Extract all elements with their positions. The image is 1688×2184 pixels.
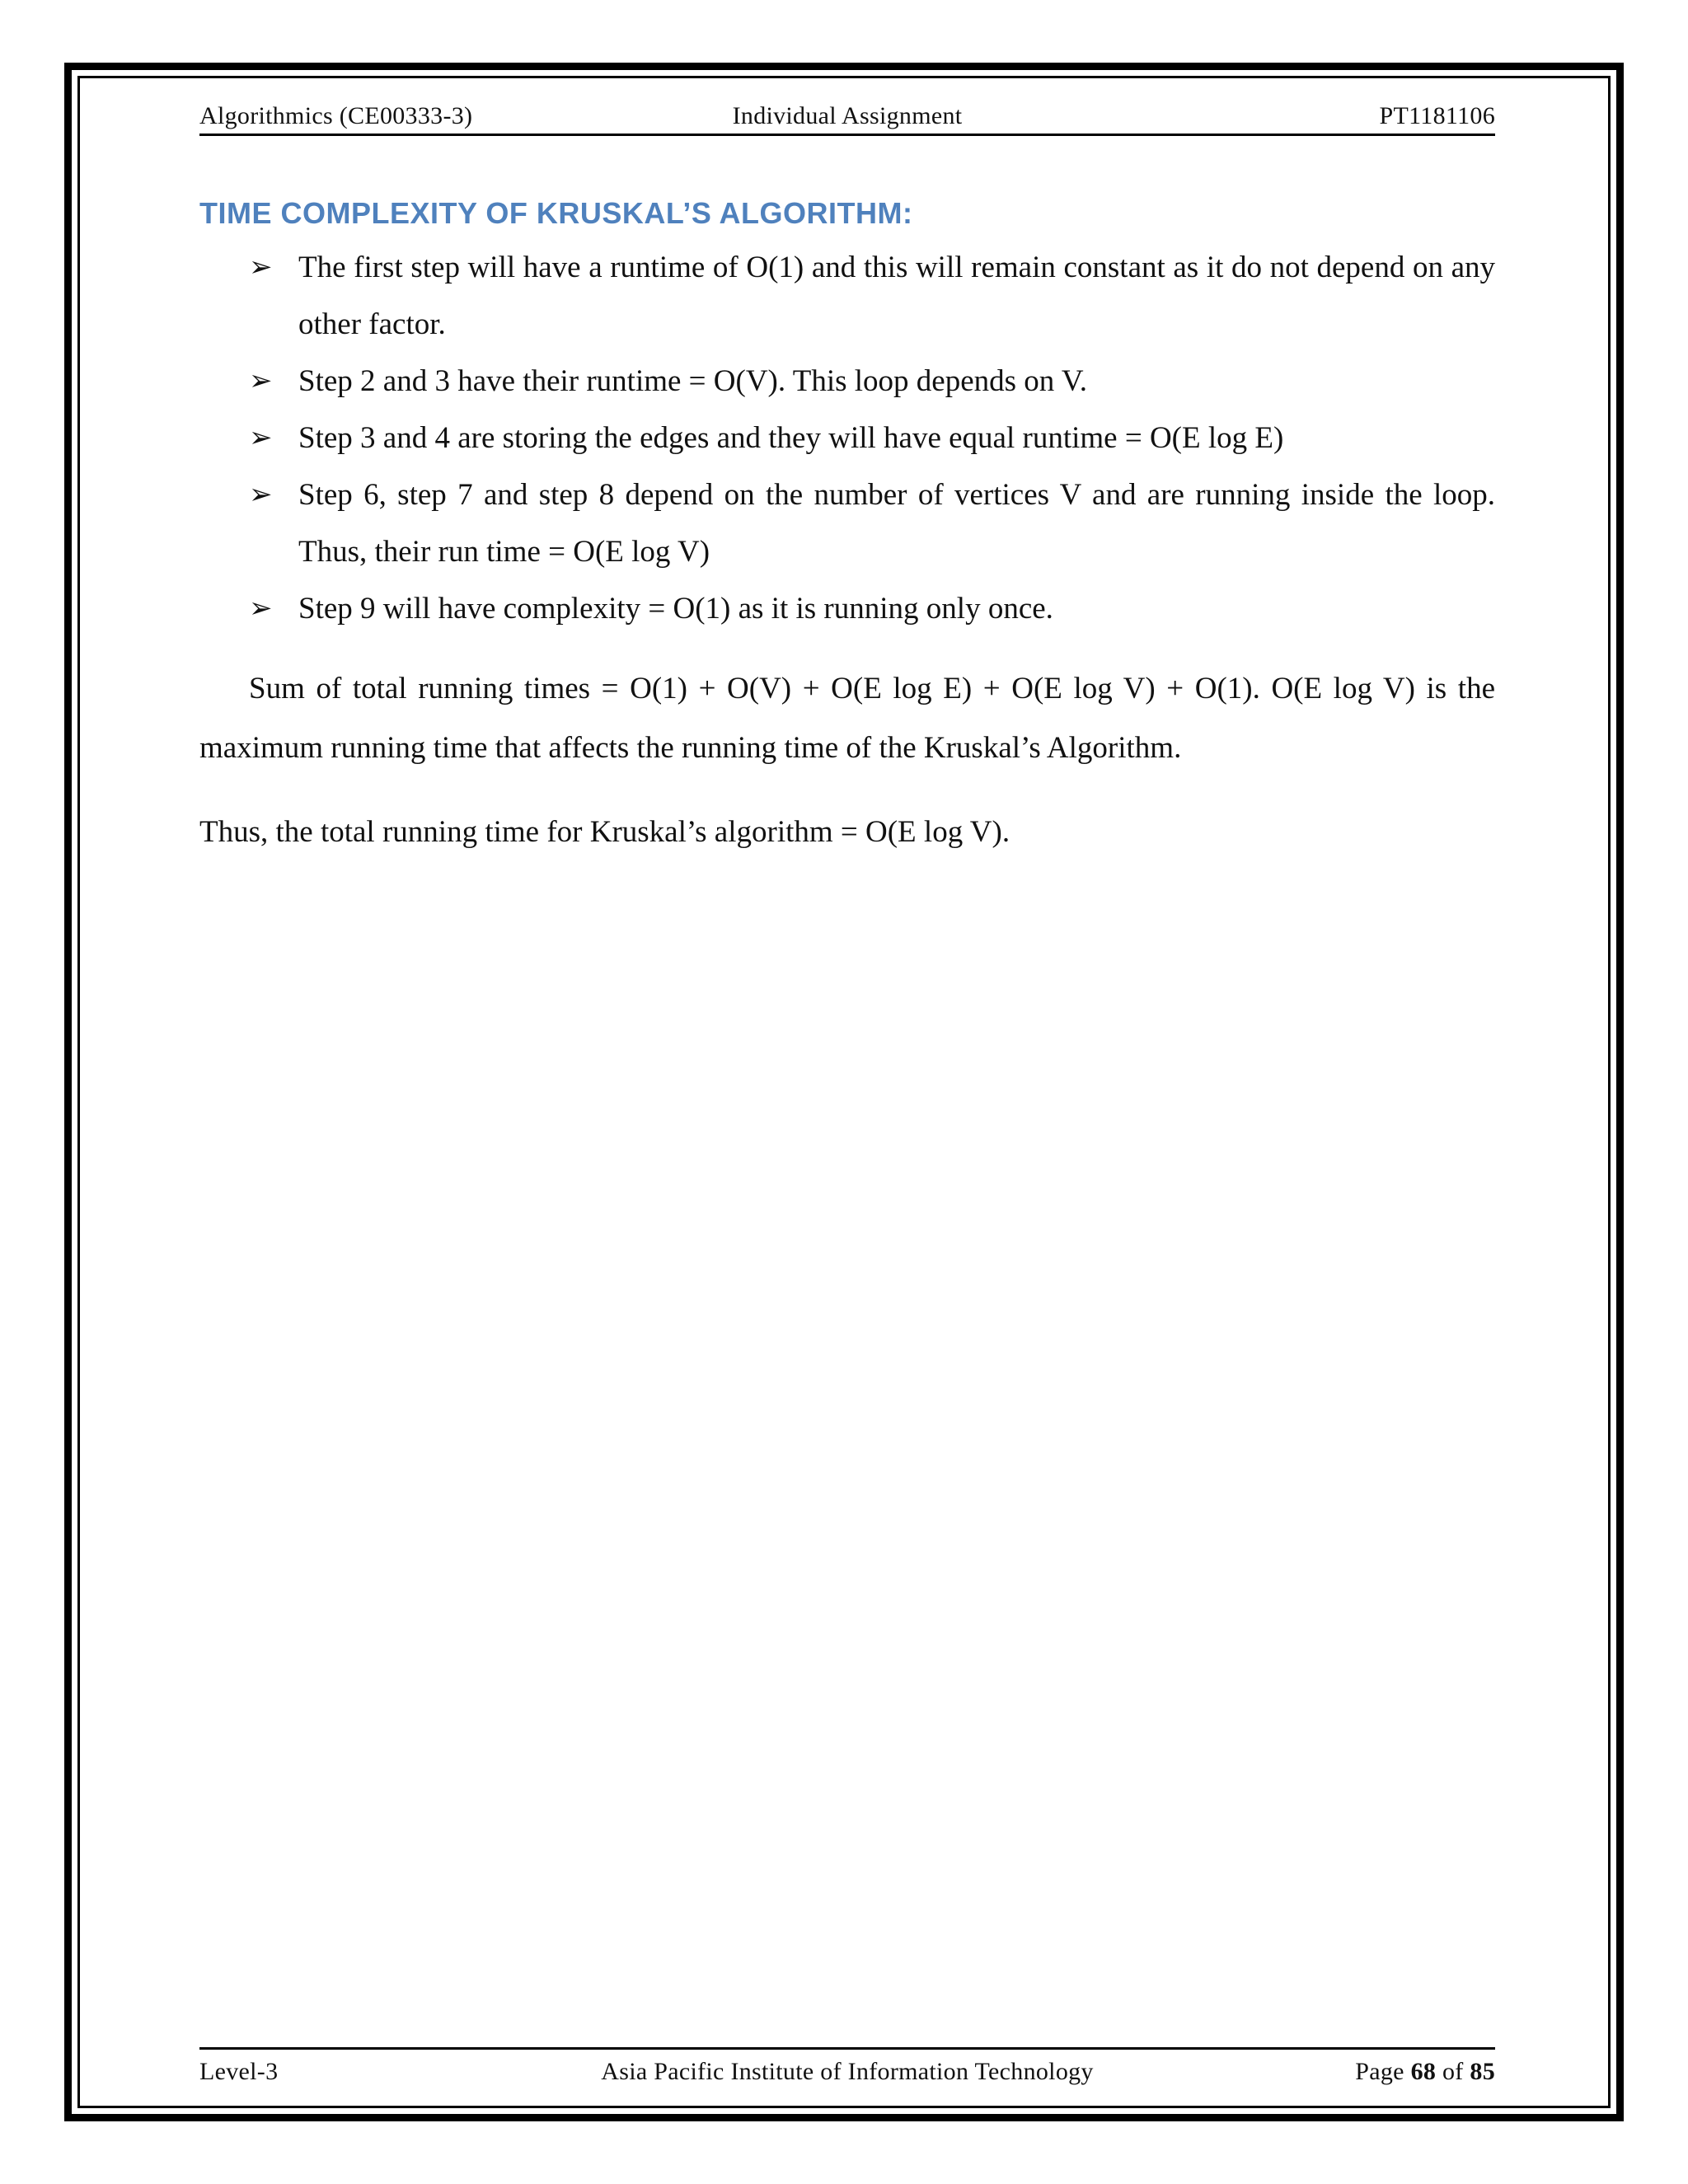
page-current: 68 <box>1410 2058 1437 2085</box>
arrowhead-bullet-icon: ➢ <box>249 364 273 397</box>
arrowhead-bullet-icon: ➢ <box>249 592 273 625</box>
bullet-text: Step 2 and 3 have their runtime = O(V). This loop depends on V. <box>298 364 1088 398</box>
list-item <box>199 580 1495 637</box>
header-course: Algorithmics (CE00333-3) <box>199 102 473 129</box>
list-item <box>199 410 1495 466</box>
page-prefix: Page <box>1355 2058 1404 2085</box>
page-of: of <box>1442 2058 1464 2085</box>
arrowhead-bullet-icon: ➢ <box>249 478 273 511</box>
section-heading: TIME COMPLEXITY OF KRUSKAL’S ALGORITHM: <box>199 196 913 230</box>
complexity-bullet-list <box>199 239 1495 637</box>
header-title: Individual Assignment <box>732 102 963 129</box>
sum-paragraph: Sum of total running times = O(1) + O(V) + O(E log E) + O(E log V) + O(1). O(E log V) is the maximum running time that affects the running time of the Kruskal’s Algorithm. <box>199 672 1495 765</box>
footer-institution: Asia Pacific Institute of Information Technology <box>601 2058 1094 2085</box>
list-item <box>199 466 1495 580</box>
list-item <box>199 353 1495 410</box>
bullet-text: Step 9 will have complexity = O(1) as it is running only once. <box>298 592 1053 626</box>
footer-level: Level-3 <box>199 2058 279 2085</box>
bullet-text: Step 3 and 4 are storing the edges and they will have equal runtime = O(E log E) <box>298 421 1284 455</box>
arrowhead-bullet-icon: ➢ <box>249 251 273 284</box>
page-header <box>199 96 1495 136</box>
bullet-text: Step 6, step 7 and step 8 depend on the number of vertices V and are running inside the loop. Thus, their run time = O(E log V) <box>298 478 1495 569</box>
bullet-text: The first step will have a runtime of O(1) and this will remain constant as it do not depend on any other factor. <box>298 251 1495 341</box>
arrowhead-bullet-icon: ➢ <box>249 421 273 454</box>
page-footer <box>199 2047 1495 2091</box>
footer-page-number <box>1355 2058 1495 2086</box>
page-total: 85 <box>1470 2058 1495 2085</box>
header-student-id: PT1181106 <box>1379 102 1495 129</box>
total-paragraph: Thus, the total running time for Kruskal’s algorithm = O(E log V). <box>199 815 1010 849</box>
list-item <box>199 239 1495 353</box>
